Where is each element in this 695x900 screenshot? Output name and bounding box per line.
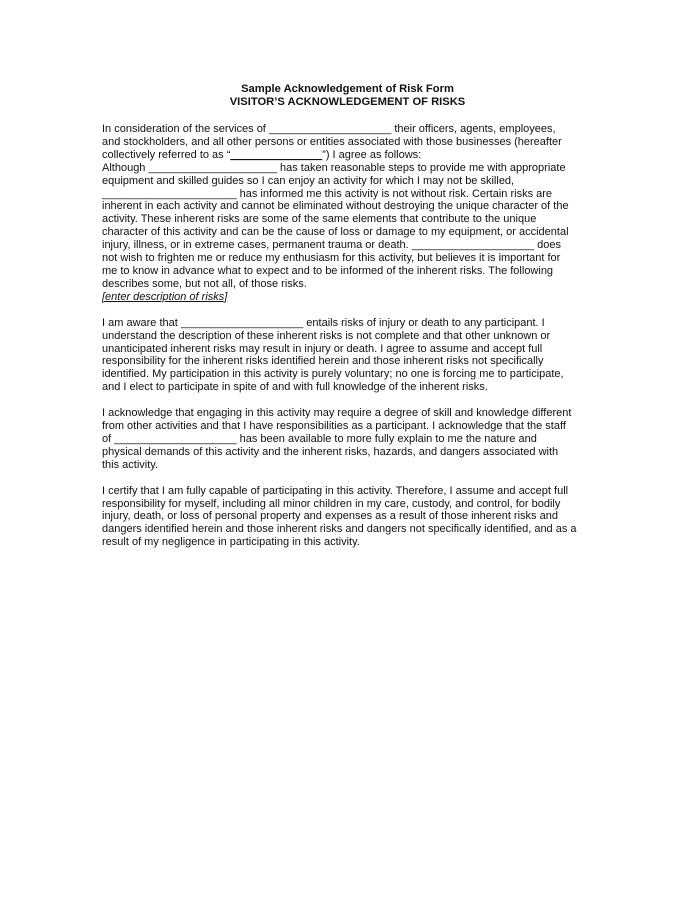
- text-line: equipment and skilled guides so I can enjoy an activity for which I may not be skilled,: [102, 174, 515, 187]
- text-line: I certify that I am fully capable of participating in this activity. Therefore, I assume and accept full: [102, 484, 569, 497]
- text-line: from other activities and that I have responsibilities as a participant. I acknowledge that the staff: [102, 420, 566, 433]
- document-subtitle: VISITOR’S ACKNOWLEDGEMENT OF RISKS: [229, 96, 466, 108]
- paragraph-acknowledgement: [102, 407, 602, 472]
- text-line: ______________________ has informed me this activity is not without risk. Certain risks are: [102, 187, 553, 200]
- text-line: unanticipated inherent risks may result in injury or death. I agree to assume and accept full: [102, 342, 543, 355]
- text-line: responsibility for the inherent risks identified herein and those inherent risks not specifically: [102, 355, 544, 368]
- paragraph-certification: [102, 485, 602, 550]
- text-line: character of this activity and can be the cause of loss or damage to my equipment, or accidental: [102, 226, 569, 239]
- text-line: I acknowledge that engaging in this activity may require a degree of skill and knowledge different: [102, 407, 572, 420]
- text-line: inherent in each activity and cannot be eliminated without destroying the unique character of the: [102, 200, 569, 213]
- text-line: activity. These inherent risks are some of the same elements that contribute to the unique: [102, 213, 537, 226]
- text-line: I am aware that ____________________ entails risks of injury or death to any participant. I: [102, 316, 545, 329]
- paragraph-services: [102, 123, 602, 304]
- text-line: physical demands of this activity and the inherent risks, hazards, and dangers associated with: [102, 445, 559, 458]
- text-line: of ____________________ has been available to more fully explain to me the nature and: [102, 432, 537, 445]
- text-line: me to know in advance what to expect and to be informed of the inherent risks. The following: [102, 264, 554, 277]
- text-line: injury, illness, or in extreme cases, permanent trauma or death. ____________________ does: [102, 239, 562, 252]
- text-line: this activity.: [102, 458, 159, 471]
- text-line: [102, 149, 602, 162]
- text-line: understand the description of these inherent risks is not complete and that other unknown or: [102, 329, 551, 342]
- text-line: result of my negligence in participating in this activity.: [102, 536, 360, 549]
- document-title: Sample Acknowledgement of Risk Form: [241, 83, 454, 95]
- text-line: and I elect to participate in spite of and with full knowledge of the inherent risks.: [102, 381, 488, 394]
- text-fragment: ”) I agree as follows:: [322, 148, 422, 161]
- text-line: In consideration of the services of ____________________ their officers, agents, employees,: [102, 123, 556, 135]
- text-line: and stockholders, and all other persons or entities associated with those businesses (hereafter: [102, 135, 562, 148]
- underlined-blank: _______________: [230, 148, 323, 161]
- paragraph-gap: [102, 394, 602, 407]
- title-block: [0, 83, 695, 109]
- document-body: [102, 123, 602, 549]
- paragraph-gap: [102, 472, 602, 485]
- text-line: describes some, but not all, of those risks.: [102, 277, 307, 290]
- text-fragment: collectively referred to as “: [102, 148, 231, 161]
- text-line: Although _____________________ has taken reasonable steps to provide me with appropriate: [102, 161, 566, 174]
- text-line: identified. My participation in this activity is purely voluntary; no one is forcing me to participate,: [102, 368, 564, 381]
- paragraph-gap: [102, 304, 602, 317]
- text-line: not wish to frighten me or reduce my enthusiasm for this activity, but believes it is important for: [102, 252, 561, 265]
- text-line: injury, death, or loss of personal property and expenses as a result of those inherent risks and: [102, 510, 558, 523]
- text-line: dangers identified herein and those inherent risks and dangers not specifically identified, and as a: [102, 523, 577, 536]
- risk-description-placeholder: [enter description of risks]: [102, 290, 228, 303]
- text-line: responsibility for myself, including all minor children in my care, custody, and control, for bodily: [102, 497, 561, 510]
- paragraph-awareness: [102, 317, 602, 394]
